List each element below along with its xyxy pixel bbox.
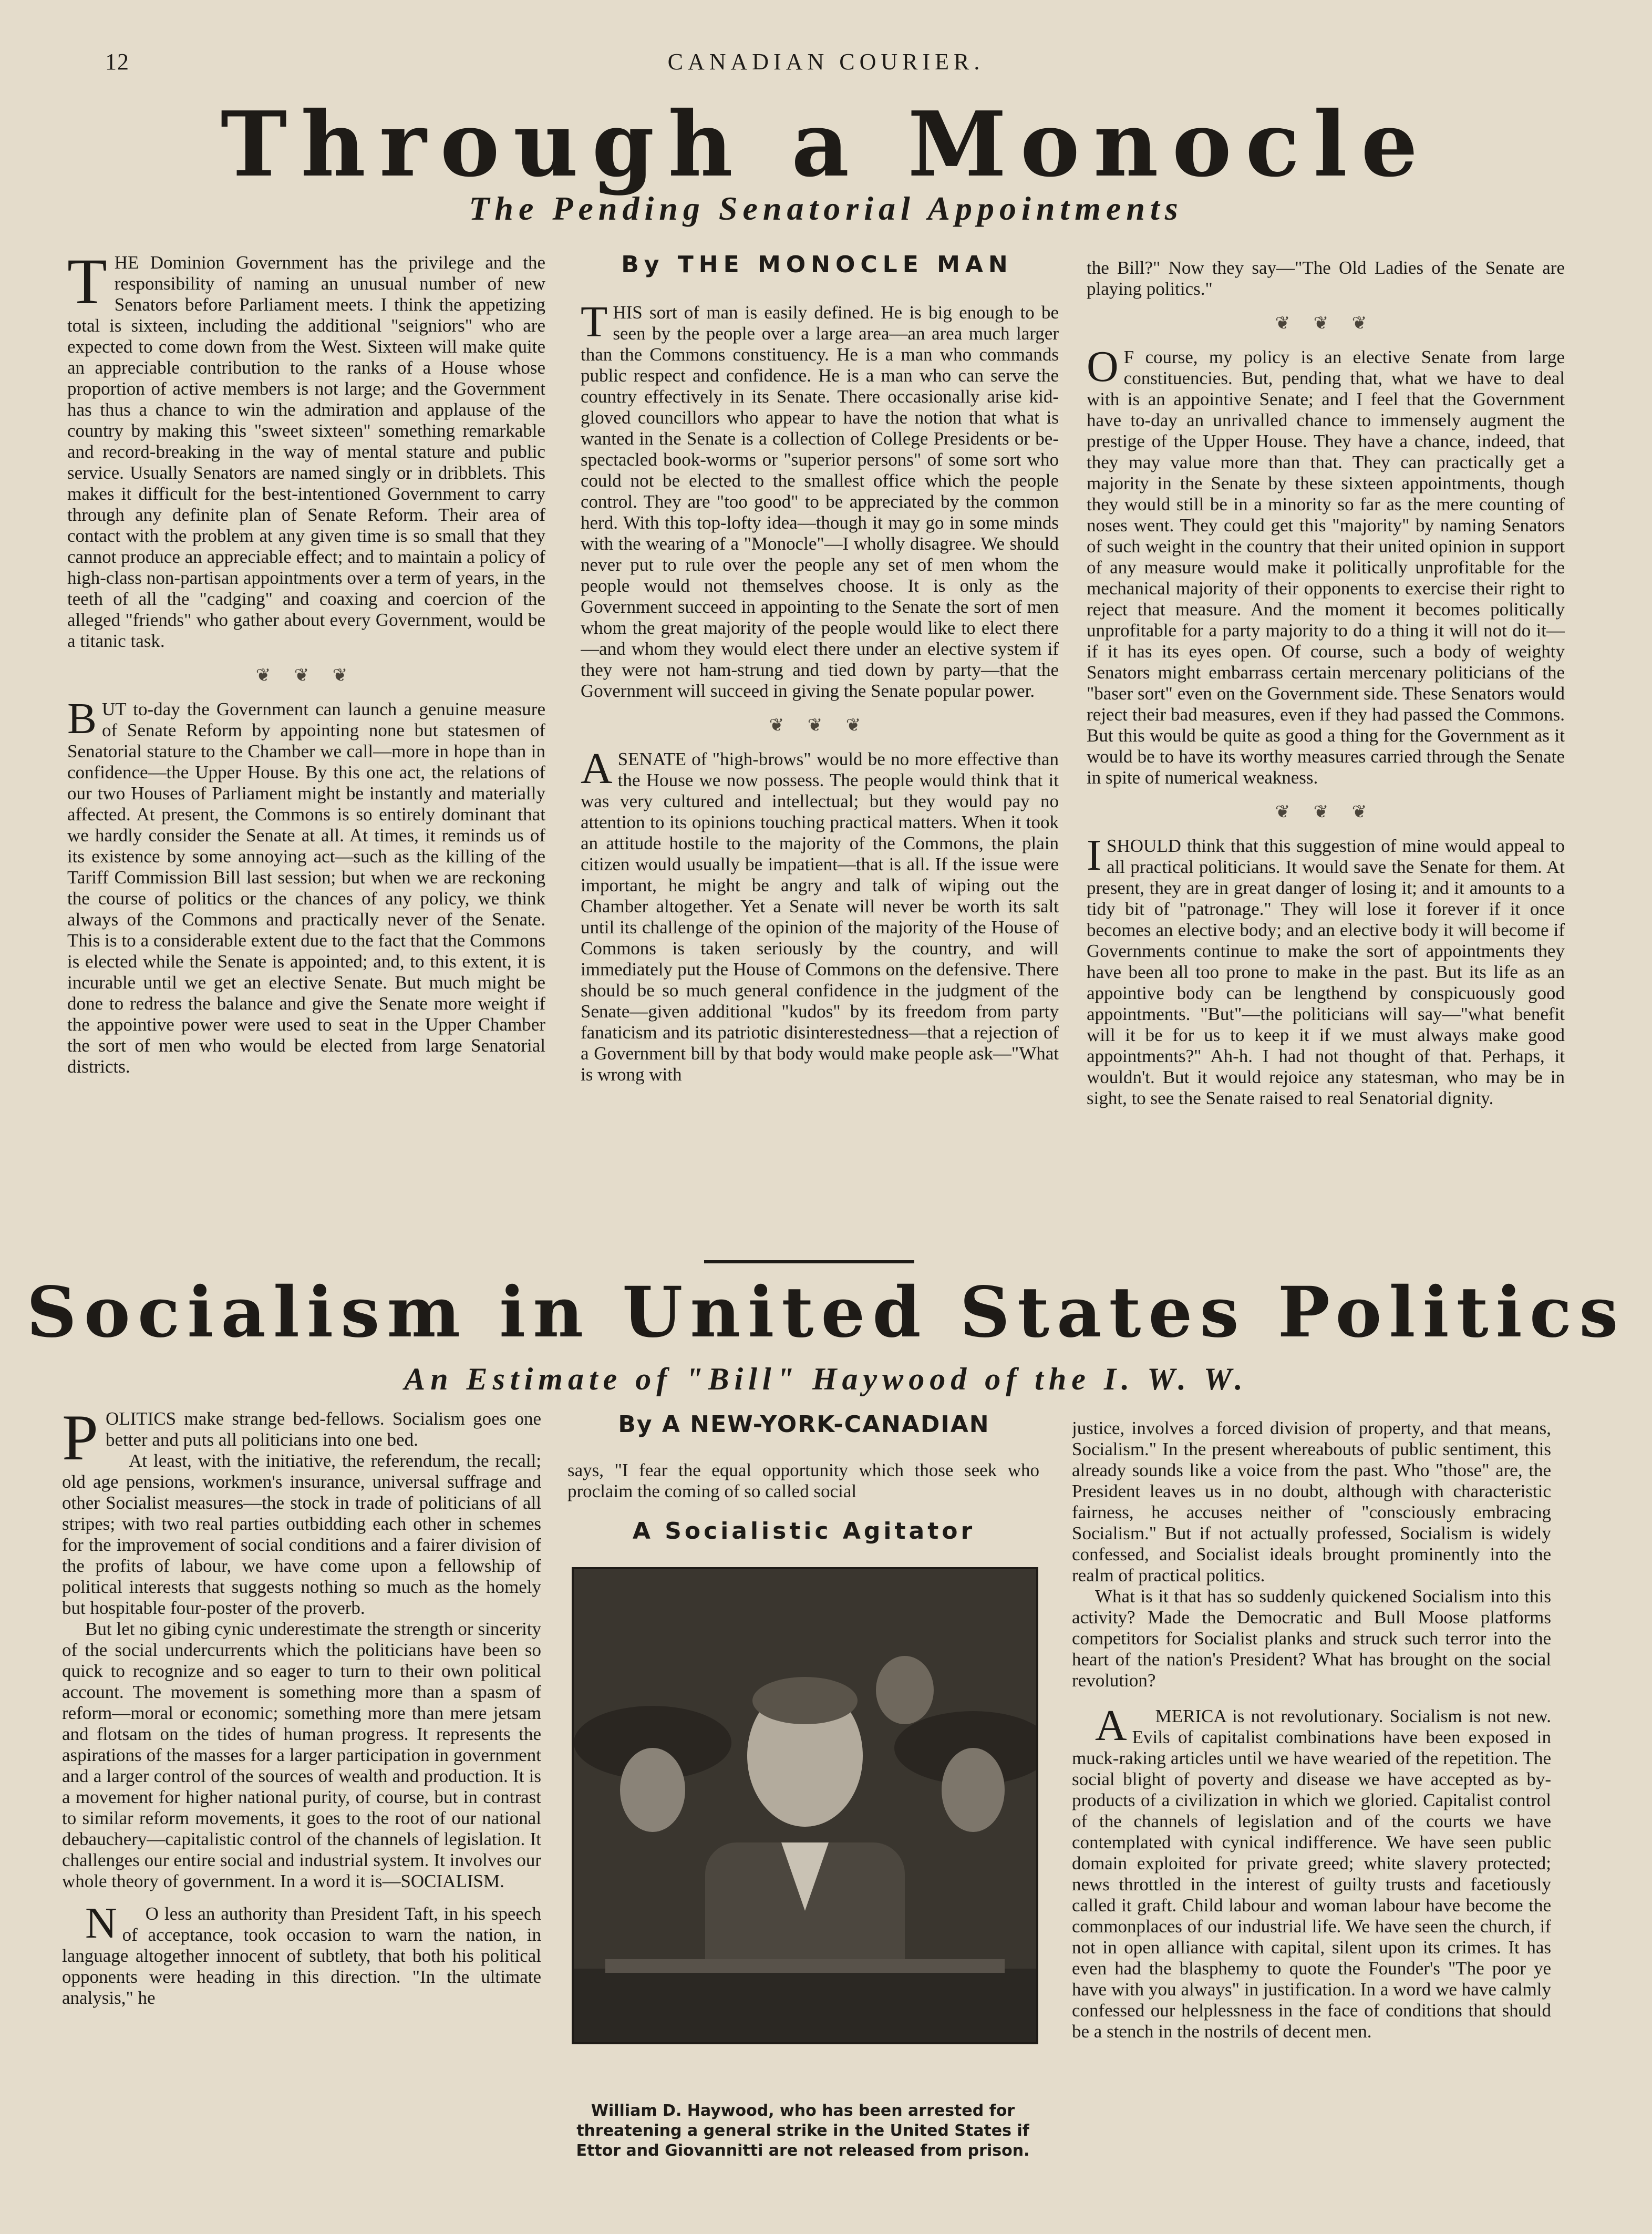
paragraph-text: OLITICS make strange bed-fellows. Socialism goes one better and puts all politicians into one bed. [105, 1408, 541, 1450]
paragraph-text: HE Dominion Government has the privilege and the responsibility of naming an unusual number of new Senators before Parliament meets. I think the appetizing total is sixteen, including the additional "seigniors" who are expected to come down from the West. Sixteen will make quite an appreciable contribution to the ranks of a House whose proportion of active members is not large; and the Government has thus a chance to win the admiration and applause of the country by making this "sweet sixteen" something remarkable and record-breaking in the way of mental stature and public service. Usually Senators are named singly or in dribblets. This makes it difficult for the best-intentioned Government to carry through any definite plan of Senate Reform. Their area of contact with the problem at any given time is so small that they cannot produce an appreciable effect; and to maintain a policy of high-class non-partisan appointments over a term of years, in the teeth of all the "cadging" and coaxing and coercion of the alleged "friends" who gather about every Government, would be a titanic task. [67, 252, 545, 651]
paragraph-text: UT to-day the Government can launch a genuine measure of Senate Reform by appointing none but statesmen of Senatorial stature to the Chamber we call—more in hope than in confidence—the Upper House. By this one act, the relations of our two Houses of Parliament might be instantly and materially affected. At present, the Commons is so entirely dominant that we hardly consider the Senate at all. At times, it reminds us of its existence by some annoying act—such as the killing of the Tariff Commission Bill last session; but when we are reckoning the course of politics or the chances of any policy, we think always of the Commons and practically never of the Senate. This is to a considerable extent due to the fact that the Commons is elected while the Senate is appointed; and, to this extent, it is incurable until we get an elective Senate. But much might be done to redress the balance and give the Senate more weight if the appointive power were used to seat in the Upper Chamber the sort of men who would be elected from large Senatorial districts. [67, 699, 545, 1077]
article-2-subtitle: An Estimate of "Bill" Haywood of the I. W. W. [404, 1362, 1248, 1396]
paragraph: justice, involves a forced division of property, and that means, Socialism." In the present whereabouts of public sentiment, this already sounds like a voice from the past. Who "those" are, the President leaves us in no doubt, although with characteristic fairness, he accuses neither of "consciously embracing Socialism." But if not actually professed, Socialism is widely confessed, and Socialist ideals brought prominently into the realm of practical politics. [1072, 1418, 1551, 1586]
drop-cap: P [62, 1408, 98, 1474]
section-separator: ❦ ❦ ❦ [1275, 314, 1377, 333]
paragraph-text: F course, my policy is an elective Senate from large constituencies. But, pending that, what we have to deal with is an appointive Senate; and I feel that the Government have to-day an unrivalled chance to immensely augment the prestige of the Upper House. They have a chance, indeed, that they may value more than that. They can practically get a majority in the Senate by these sixteen appointments, though they would still be in a minority so far as the mere counting of noses went. They could get this "majority" by naming Senators of such weight in the country that their united opinion in support of any measure would make it politically unprofitable for the mechanical majority of their opponents to exercise their right to reject that measure. And the moment it becomes politically unprofitable for a party majority to do a thing it will not do it—if it has its eyes open. Of course, such a body of weighty Senators might embarrass certain mercenary politicians of the "baser sort" even on the Government side. These Senators would reject their bad measures, even if they had passed the Commons. But this would be quite as good a thing for the Government as it would be to have its worthy measures carried through the Senate in spite of numerical weakness. [1087, 347, 1565, 788]
photo-illustration [574, 1569, 1036, 2042]
paragraph [581, 302, 1059, 702]
paragraph-text: SENATE of "high-brows" would be no more effective than the House we now possess. The people would think that it was very cultured and intellectual; but they would pay no attention to its opinions touching practical matters. When it took an attitude hostile to the majority of the Commons, the plain citizen would usually be impatient—that is all. If the issue were important, he might be angry and talk of wiping out the Chamber altogether. Yet a Senate will never be worth its salt until its challenge of the opinion of the majority of the House of Commons is taken seriously by the country, and will immediately put the House of Commons on the defensive. There should be so much general confidence in the judgment of the Senate—given additional "kudos" by its freedom from party fanaticism and its patriotic disinterestedness—that a rejection of a Government bill by that body would make people ask—"What is wrong with [581, 749, 1059, 1085]
drop-cap: B [67, 694, 97, 743]
drop-cap: T [67, 252, 107, 317]
section-separator: ❦ ❦ ❦ [1275, 802, 1377, 822]
paragraph: says, "I fear the equal opportunity which those seek who proclaim the coming of so called social [567, 1460, 1039, 1501]
article-divider-rule [704, 1260, 914, 1263]
drop-cap: A [581, 744, 613, 793]
article-1-byline: By THE MONOCLE MAN [621, 251, 1013, 278]
paragraph: the Bill?" Now they say—"The Old Ladies of the Senate are playing politics." [1087, 258, 1565, 299]
paragraph: What is it that has so suddenly quickened Socialism into this activity? Made the Democratic and Bull Moose platforms competitors for Socialist planks and struck such terror into the heart of the nation's President? What has brought on the social revolution? [1072, 1586, 1551, 1691]
paragraph-text: HIS sort of man is easily defined. He is big enough to be seen by the people over a large area—an area much larger than the Commons constituency. He is a man who commands public respect and confidence. He is a man who can serve the country effectively in its Senate. There occasionally arise kid-gloved councillors who appear to have the notion that what is wanted in the Senate is a collection of College Presidents or be-spectacled book-worms or "superior persons" of some sort who could not be elected to the smallest office which the people control. They are "too good" to be appreciated by the common herd. With this top-lofty idea—though it may go in some minds with the wearing of a "Monocle"—I wholly disagree. We should never put to rule over the people any set of men whom the people would not themselves choose. It is only as the Government succeed in appointing to the Senate the sort of men whom the great majority of the people would like to elect there—and whom they would elect there under an elective system if they were not ham-strung and tied down by party—that the Government will succeed in giving the Senate popular power. [581, 302, 1059, 701]
drop-cap: T [581, 302, 608, 346]
section-separator: ❦ ❦ ❦ [769, 716, 871, 735]
paragraph-text: SHOULD think that this suggestion of mine would appeal to all practical politicians. It would save the Senate for them. At present, they are in great danger of losing it; and it amounts to a tidy bit of "patronage." They will lose it forever if it once becomes an elective body; and an elective body it will become if Governments continue to make the sort of appointments they have been all too prone to make in the past. But its life as an appointive body can be lengthend by conspicuously good appointments. "But"—the politicians will say—"what benefit will it be for us to keep it if we must always make good appointments?" Ah-h. I had not thought of that. Perhaps, it wouldn't. But it would rejoice any statesman, who may be in sight, to see the Senate raised to real Senatorial dignity. [1087, 836, 1565, 1108]
paragraph [62, 1899, 541, 2009]
drop-cap: I [1087, 831, 1101, 880]
article-1-column-2 [581, 302, 1059, 1238]
paragraph [581, 744, 1059, 1085]
article-1-title: Through a Monocle [220, 92, 1432, 197]
paragraph-text: MERICA is not revolutionary. Socialism is not new. Evils of capitalist combinations have been exposed in muck-raking articles until we have wearied of the repetition. The social blight of poverty and disease we have accepted as by-products of a civilization in which we gloried. Capitalist control of the channels of legislation and of the courts we have contemplated with cynical indifference. We have seen public domain exploited for private greed; white slavery protected; news throttled in the interest of guilty trusts and facetiously called it graft. Child labour and woman labour have become the commonplaces of our industrial life. We have seen the church, if not in open alliance with capital, silent upon its crimes. It has even had the blasphemy to quote the Founder's "The poor ye have with you always" in justification. In a word we have calmly confessed our helplessness in the face of conditions that should be a stench in the nostrils of decent men. [1072, 1706, 1551, 2042]
article-1-column-3 [1087, 258, 1565, 1235]
paragraph [67, 694, 545, 1077]
running-head: CANADIAN COURIER. [667, 49, 985, 75]
paragraph [1072, 1701, 1551, 2042]
article-2-column-2 [567, 1460, 1039, 1512]
photo-heading: A Socialistic Agitator [632, 1518, 976, 1545]
drop-cap: A [1095, 1701, 1127, 1750]
article-1-column-1 [67, 252, 545, 1230]
article-2-column-3 [1072, 1418, 1551, 2230]
paragraph [1087, 342, 1565, 788]
drop-cap: N [85, 1899, 117, 1948]
paragraph: But let no gibing cynic underestimate the strength or sincerity of the social undercurrents which the politicians have been so quick to recognize and so eager to turn to their own political account. The movement is something more than a spasm of reform—moral or economic; something more than mere jetsam and flotsam on the tides of human progress. It represents the aspirations of the masses for a larger participation in government and a larger control of the sources of wealth and production. It is a movement for higher national purity, of course, but in contrast to similar reform movements, it goes to the root of our national debauchery—capitalistic control of the channels of legislation. It challenges our entire social and industrial system. It involves our whole theory of government. In a word it is—SOCIALISM. [62, 1619, 541, 1891]
drop-cap: O [1087, 342, 1119, 391]
paragraph [67, 252, 545, 652]
paragraph [1087, 831, 1565, 1109]
section-separator: ❦ ❦ ❦ [255, 666, 357, 685]
photo-caption: William D. Haywood, who has been arrested for threatening a general strike in the United States if Ettor and Giovannitti are not released from prison. [576, 2102, 1030, 2160]
page-number: 12 [105, 49, 129, 75]
paragraph-text: O less an authority than President Taft, in his speech of acceptance, took occasion to warn the nation, in language altogether innocent of subtlety, that both his political opponents were heading in this direction. "In the ultimate analysis," he [62, 1903, 541, 2008]
article-2-column-1 [62, 1408, 541, 2228]
article-2-byline: By A NEW-YORK-CANADIAN [618, 1411, 990, 1438]
paragraph [62, 1408, 541, 1474]
paragraph: At least, with the initiative, the referendum, the recall; old age pensions, workmen's insurance, universal suffrage and other Socialist measures—the stock in trade of politicians of all stripes; with two real parties outbidding each other in schemes for the improvement of social conditions and a fairer division of the profits of labour, we have come upon a fellowship of political interests that suggests nothing so much as the homely but hospitable four-poster of the proverb. [62, 1450, 541, 1618]
haywood-photograph [572, 1567, 1038, 2044]
article-1-subtitle: The Pending Senatorial Appointments [469, 190, 1183, 227]
article-2-title: Socialism in United States Politics [26, 1272, 1626, 1353]
